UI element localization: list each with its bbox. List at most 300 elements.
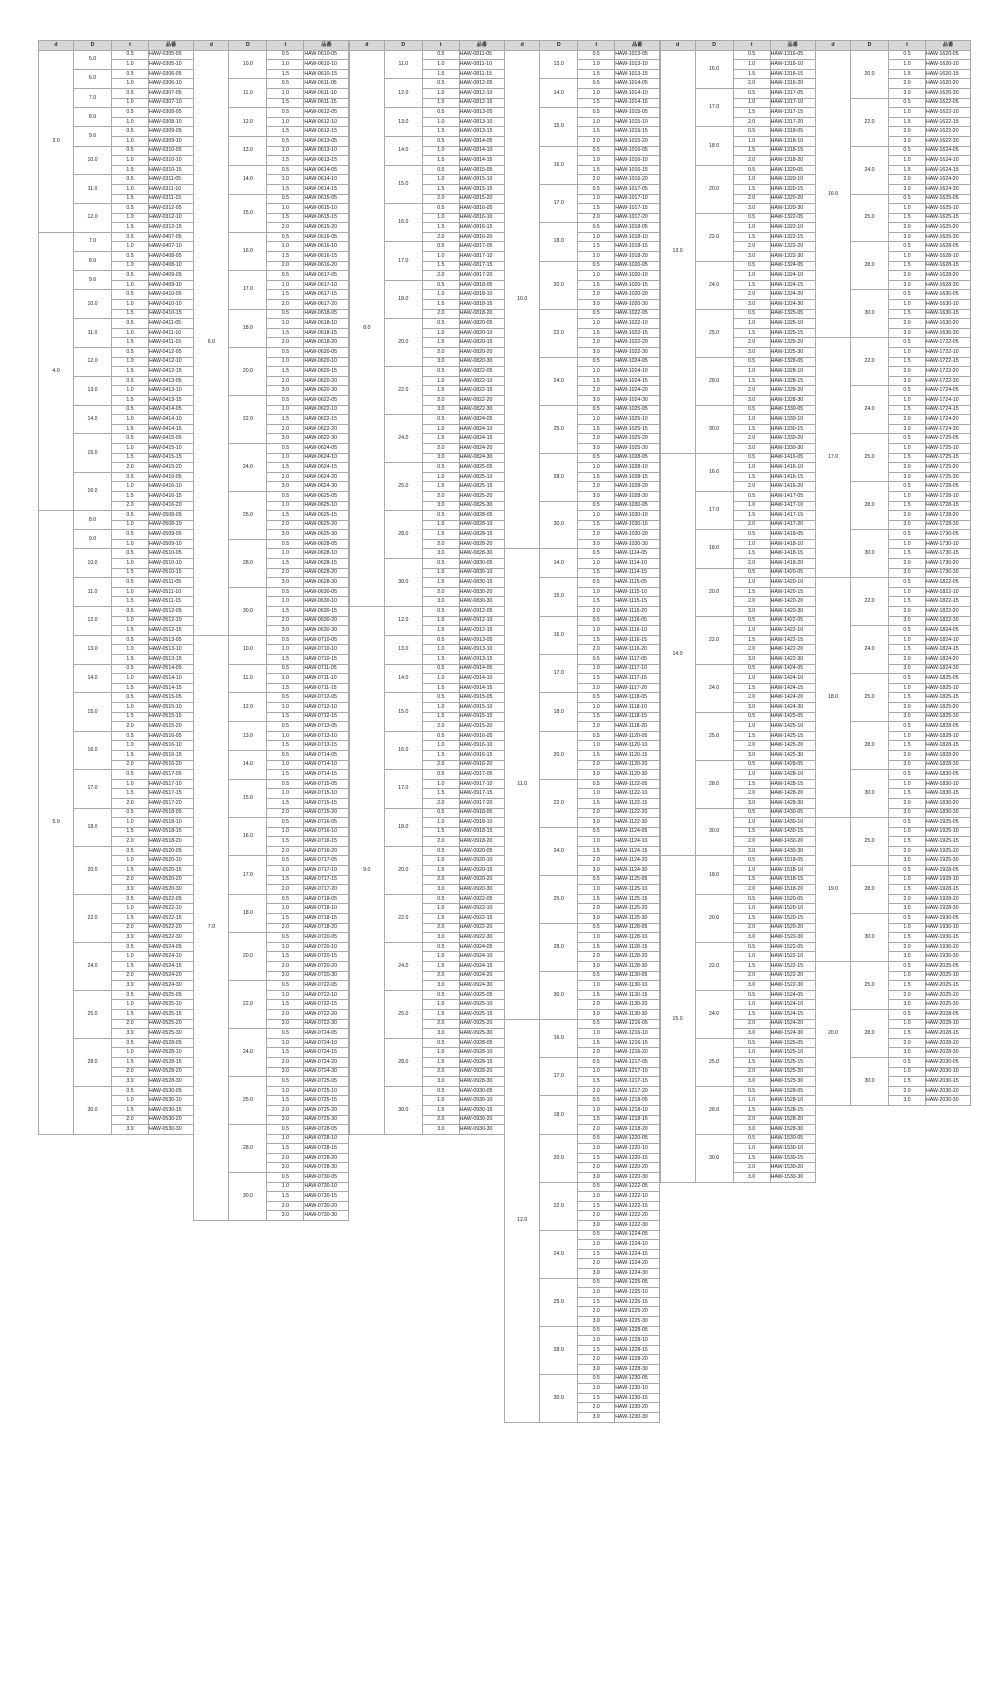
table-row xyxy=(349,607,504,617)
header-row xyxy=(349,41,504,51)
part-number-cell: HAW-1025-10 xyxy=(615,415,660,425)
part-number-cell: HAW-0830-15 xyxy=(459,578,504,588)
part-number-cell: HAW-0311-10 xyxy=(149,184,194,194)
part-number-cell: HAW-0307-05 xyxy=(149,88,194,98)
thickness-cell: 1.0 xyxy=(112,60,149,70)
outer-diameter-cell: 22.0 xyxy=(695,213,733,261)
thickness-cell: 0.5 xyxy=(267,894,304,904)
part-number-cell: HAW-1130-30 xyxy=(615,1009,660,1019)
thickness-cell: 2.0 xyxy=(889,846,926,856)
thickness-cell: 1.0 xyxy=(112,952,149,962)
part-number-cell: HAW-1325-15 xyxy=(770,328,815,338)
thickness-cell: 1.0 xyxy=(578,60,615,70)
thickness-cell: 3.0 xyxy=(889,1048,926,1058)
part-number-cell: HAW-0712-15 xyxy=(304,712,349,722)
thickness-cell: 1.0 xyxy=(578,88,615,98)
outer-diameter-cell: 25.0 xyxy=(695,1038,733,1086)
outer-diameter-cell: 30.0 xyxy=(229,1173,267,1221)
thickness-cell: 1.0 xyxy=(578,367,615,377)
inner-diameter-cell: 13.0 xyxy=(660,50,695,453)
thickness-cell: 3.0 xyxy=(422,405,459,415)
outer-diameter-cell: 20.0 xyxy=(695,894,733,942)
thickness-cell: 0.5 xyxy=(112,607,149,617)
part-number-cell: HAW-1015-10 xyxy=(615,117,660,127)
part-number-cell: HAW-0630-05 xyxy=(304,587,349,597)
thickness-cell: 2.0 xyxy=(112,798,149,808)
thickness-cell: 1.0 xyxy=(112,300,149,310)
outer-diameter-cell: 25.0 xyxy=(851,962,889,1010)
part-number-cell: HAW-1417-05 xyxy=(770,491,815,501)
part-number-cell: HAW-1424-30 xyxy=(770,702,815,712)
part-number-cell: HAW-0625-30 xyxy=(304,530,349,540)
thickness-cell: 2.0 xyxy=(733,1115,770,1125)
thickness-cell: 1.5 xyxy=(112,789,149,799)
inner-diameter-cell: 4.0 xyxy=(39,232,74,510)
thickness-cell: 1.0 xyxy=(112,856,149,866)
thickness-cell: 2.0 xyxy=(578,683,615,693)
thickness-cell: 3.0 xyxy=(422,1125,459,1135)
thickness-cell: 1.5 xyxy=(733,683,770,693)
part-number-cell: HAW-0914-15 xyxy=(459,683,504,693)
thickness-cell: 1.0 xyxy=(112,184,149,194)
thickness-cell: 1.0 xyxy=(578,933,615,943)
part-number-cell: HAW-0307-10 xyxy=(149,98,194,108)
part-number-cell: HAW-0828-05 xyxy=(459,511,504,521)
part-number-cell: HAW-0825-30 xyxy=(459,501,504,511)
part-number-cell: HAW-0924-20 xyxy=(459,971,504,981)
thickness-cell: 0.5 xyxy=(422,280,459,290)
outer-diameter-cell: 28.0 xyxy=(74,1038,112,1086)
thickness-cell: 3.0 xyxy=(733,750,770,760)
part-number-cell: HAW-0613-15 xyxy=(304,156,349,166)
header-row xyxy=(816,41,971,51)
part-number-cell: HAW-0816-15 xyxy=(459,223,504,233)
part-number-cell: HAW-0309-10 xyxy=(149,136,194,146)
thickness-cell: 1.0 xyxy=(733,367,770,377)
thickness-cell: 2.0 xyxy=(733,559,770,569)
part-number-cell: HAW-0724-05 xyxy=(304,1029,349,1039)
outer-diameter-cell: 24.0 xyxy=(695,990,733,1038)
part-number-cell: HAW-1116-15 xyxy=(615,635,660,645)
part-number-cell: HAW-0922-15 xyxy=(459,914,504,924)
part-number-cell: HAW-1428-20 xyxy=(770,789,815,799)
header-part-number: 品番 xyxy=(149,41,194,51)
part-number-cell: HAW-1624-10 xyxy=(926,156,971,166)
thickness-cell: 3.0 xyxy=(112,1125,149,1135)
thickness-cell: 3.0 xyxy=(578,395,615,405)
thickness-cell: 3.0 xyxy=(422,597,459,607)
thickness-cell: 2.0 xyxy=(889,319,926,329)
part-number-cell: HAW-1430-30 xyxy=(770,846,815,856)
part-number-cell: HAW-1620-05 xyxy=(926,50,971,60)
part-number-cell: HAW-0622-10 xyxy=(304,405,349,415)
outer-diameter-cell: 16.0 xyxy=(229,818,267,856)
part-number-cell: HAW-0514-10 xyxy=(149,674,194,684)
thickness-cell: 0.5 xyxy=(578,405,615,415)
outer-diameter-cell: 13.0 xyxy=(384,635,422,664)
thickness-cell: 2.0 xyxy=(578,1355,615,1365)
thickness-cell: 1.5 xyxy=(422,386,459,396)
thickness-cell: 0.5 xyxy=(422,990,459,1000)
thickness-cell: 0.5 xyxy=(889,386,926,396)
thickness-cell: 1.0 xyxy=(422,146,459,156)
thickness-cell: 2.0 xyxy=(267,520,304,530)
part-number-cell: HAW-1118-20 xyxy=(615,722,660,732)
thickness-cell: 1.5 xyxy=(422,223,459,233)
part-number-cell: HAW-1124-05 xyxy=(615,827,660,837)
part-number-cell: HAW-0724-30 xyxy=(304,1067,349,1077)
thickness-cell: 0.5 xyxy=(112,69,149,79)
thickness-cell: 0.5 xyxy=(112,808,149,818)
thickness-cell: 0.5 xyxy=(112,472,149,482)
thickness-cell: 1.0 xyxy=(112,213,149,223)
part-number-cell: HAW-0822-15 xyxy=(459,386,504,396)
part-number-cell: HAW-1013-10 xyxy=(615,60,660,70)
part-number-cell: HAW-1520-10 xyxy=(770,904,815,914)
part-number-cell: HAW-0925-15 xyxy=(459,1009,504,1019)
part-number-cell: HAW-0511-05 xyxy=(149,578,194,588)
part-number-cell: HAW-1218-20 xyxy=(615,1125,660,1135)
thickness-cell: 0.5 xyxy=(112,846,149,856)
part-number-cell: HAW-1530-05 xyxy=(770,1134,815,1144)
part-number-cell: HAW-1620-20 xyxy=(926,79,971,89)
thickness-cell: 1.0 xyxy=(422,856,459,866)
part-number-cell: HAW-0822-20 xyxy=(459,395,504,405)
thickness-cell: 2.0 xyxy=(422,1115,459,1125)
outer-diameter-cell: 22.0 xyxy=(540,309,578,357)
thickness-cell: 0.5 xyxy=(578,184,615,194)
thickness-cell: 0.5 xyxy=(733,1086,770,1096)
thickness-cell: 1.5 xyxy=(422,827,459,837)
part-number-cell: HAW-1725-15 xyxy=(926,453,971,463)
thickness-cell: 0.5 xyxy=(578,875,615,885)
thickness-cell: 3.0 xyxy=(422,453,459,463)
part-number-cell: HAW-0528-15 xyxy=(149,1057,194,1067)
thickness-cell: 0.5 xyxy=(889,50,926,60)
part-number-cell: HAW-1525-15 xyxy=(770,1057,815,1067)
part-number-cell: HAW-0525-30 xyxy=(149,1029,194,1039)
thickness-cell: 0.5 xyxy=(578,108,615,118)
outer-diameter-cell: 25.0 xyxy=(74,990,112,1038)
part-number-cell: HAW-0306-10 xyxy=(149,79,194,89)
part-number-cell: HAW-1013-15 xyxy=(615,69,660,79)
part-number-cell: HAW-0410-05 xyxy=(149,290,194,300)
part-number-cell: HAW-1220-05 xyxy=(615,1134,660,1144)
thickness-cell: 2.0 xyxy=(112,875,149,885)
part-number-cell: HAW-0714-10 xyxy=(304,760,349,770)
part-number-cell: HAW-0722-05 xyxy=(304,981,349,991)
thickness-cell: 1.0 xyxy=(422,213,459,223)
thickness-cell: 1.0 xyxy=(422,520,459,530)
part-number-cell: HAW-0516-20 xyxy=(149,760,194,770)
part-number-cell: HAW-0722-30 xyxy=(304,1019,349,1029)
part-number-cell: HAW-0628-05 xyxy=(304,539,349,549)
thickness-cell: 1.5 xyxy=(578,568,615,578)
part-number-cell: HAW-1224-05 xyxy=(615,1230,660,1240)
outer-diameter-cell: 9.0 xyxy=(74,271,112,290)
thickness-cell: 0.5 xyxy=(889,194,926,204)
part-number-cell: HAW-0824-30 xyxy=(459,453,504,463)
part-number-cell: HAW-1328-20 xyxy=(770,386,815,396)
thickness-cell: 1.5 xyxy=(733,280,770,290)
outer-diameter-cell: 15.0 xyxy=(74,434,112,472)
part-number-cell: HAW-0616-05 xyxy=(304,232,349,242)
thickness-cell: 1.5 xyxy=(267,98,304,108)
thickness-cell: 1.0 xyxy=(889,443,926,453)
part-number-cell: HAW-1928-20 xyxy=(926,894,971,904)
part-number-cell: HAW-0528-30 xyxy=(149,1077,194,1087)
thickness-cell: 0.5 xyxy=(733,165,770,175)
outer-diameter-cell: 14.0 xyxy=(540,549,578,578)
thickness-cell: 1.5 xyxy=(267,607,304,617)
thickness-cell: 1.0 xyxy=(578,319,615,329)
thickness-cell: 1.5 xyxy=(889,789,926,799)
thickness-cell: 1.5 xyxy=(578,846,615,856)
thickness-cell: 2.0 xyxy=(733,482,770,492)
part-number-cell: HAW-1328-30 xyxy=(770,395,815,405)
part-number-cell: HAW-0725-05 xyxy=(304,1077,349,1087)
thickness-cell: 0.5 xyxy=(733,261,770,271)
thickness-cell: 0.5 xyxy=(267,136,304,146)
thickness-cell: 1.0 xyxy=(578,837,615,847)
thickness-cell: 0.5 xyxy=(733,808,770,818)
thickness-cell: 1.5 xyxy=(422,683,459,693)
thickness-cell: 1.0 xyxy=(889,108,926,118)
part-number-cell: HAW-0916-15 xyxy=(459,750,504,760)
thickness-cell: 3.0 xyxy=(889,280,926,290)
header-inner-diameter: d xyxy=(816,41,851,51)
thickness-cell: 1.0 xyxy=(267,175,304,185)
part-number-cell: HAW-0624-15 xyxy=(304,463,349,473)
part-number-cell: HAW-0306-05 xyxy=(149,69,194,79)
thickness-cell: 0.5 xyxy=(578,1326,615,1336)
thickness-cell: 1.5 xyxy=(733,184,770,194)
part-number-cell: HAW-0728-10 xyxy=(304,1134,349,1144)
part-number-cell: HAW-1017-20 xyxy=(615,213,660,223)
outer-diameter-cell: 25.0 xyxy=(851,818,889,866)
part-number-cell: HAW-0624-30 xyxy=(304,482,349,492)
thickness-cell: 2.0 xyxy=(267,338,304,348)
thickness-cell: 2.0 xyxy=(889,511,926,521)
thickness-cell: 0.5 xyxy=(267,1125,304,1135)
thickness-cell: 3.0 xyxy=(889,1000,926,1010)
thickness-cell: 3.0 xyxy=(889,472,926,482)
outer-diameter-cell: 13.0 xyxy=(540,50,578,79)
thickness-cell: 0.5 xyxy=(578,1057,615,1067)
thickness-cell: 0.5 xyxy=(733,942,770,952)
thickness-cell: 1.5 xyxy=(578,1345,615,1355)
part-number-cell: HAW-1730-10 xyxy=(926,539,971,549)
thickness-cell: 2.0 xyxy=(889,942,926,952)
thickness-cell: 1.5 xyxy=(112,338,149,348)
thickness-cell: 2.0 xyxy=(422,194,459,204)
thickness-cell: 1.5 xyxy=(889,213,926,223)
table-row xyxy=(505,50,660,60)
part-number-cell: HAW-0714-15 xyxy=(304,770,349,780)
outer-diameter-cell: 30.0 xyxy=(851,290,889,338)
thickness-cell: 0.5 xyxy=(578,549,615,559)
part-number-cell: HAW-1220-10 xyxy=(615,1144,660,1154)
outer-diameter-cell: 15.0 xyxy=(540,578,578,616)
part-number-cell: HAW-1525-20 xyxy=(770,1067,815,1077)
thickness-cell: 1.0 xyxy=(733,770,770,780)
thickness-cell: 1.5 xyxy=(578,520,615,530)
outer-diameter-cell: 30.0 xyxy=(540,1374,578,1422)
outer-diameter-cell: 12.0 xyxy=(74,607,112,636)
part-number-cell: HAW-1722-20 xyxy=(926,367,971,377)
header-part-number: 品番 xyxy=(304,41,349,51)
part-number-cell: HAW-0917-10 xyxy=(459,779,504,789)
part-number-cell: HAW-1625-30 xyxy=(926,232,971,242)
thickness-cell: 1.5 xyxy=(267,252,304,262)
thickness-cell: 3.0 xyxy=(578,770,615,780)
part-number-cell: HAW-0524-10 xyxy=(149,952,194,962)
thickness-cell: 1.0 xyxy=(578,415,615,425)
part-number-cell: HAW-1930-15 xyxy=(926,933,971,943)
outer-diameter-cell: 28.0 xyxy=(695,1086,733,1134)
thickness-cell: 1.5 xyxy=(112,597,149,607)
part-number-cell: HAW-1528-10 xyxy=(770,1096,815,1106)
part-number-cell: HAW-0930-15 xyxy=(459,1105,504,1115)
part-number-cell: HAW-1425-10 xyxy=(770,722,815,732)
outer-diameter-cell: 24.0 xyxy=(540,357,578,405)
thickness-cell: 1.5 xyxy=(422,626,459,636)
part-number-cell: HAW-1030-05 xyxy=(615,501,660,511)
part-number-cell: HAW-1022-20 xyxy=(615,338,660,348)
thickness-cell: 1.0 xyxy=(112,1048,149,1058)
part-number-cell: HAW-1014-10 xyxy=(615,88,660,98)
part-number-cell: HAW-0928-30 xyxy=(459,1077,504,1087)
part-number-cell: HAW-0711-10 xyxy=(304,674,349,684)
part-number-cell: HAW-1418-05 xyxy=(770,530,815,540)
outer-diameter-cell: 30.0 xyxy=(229,587,267,635)
part-number-cell: HAW-1125-30 xyxy=(615,914,660,924)
outer-diameter-cell: 17.0 xyxy=(229,271,267,309)
part-number-cell: HAW-1528-30 xyxy=(770,1125,815,1135)
thickness-cell: 1.0 xyxy=(578,1336,615,1346)
thickness-cell: 0.5 xyxy=(112,942,149,952)
thickness-cell: 2.0 xyxy=(267,1201,304,1211)
outer-diameter-cell: 13.0 xyxy=(384,108,422,137)
part-number-cell: HAW-1016-20 xyxy=(615,175,660,185)
part-number-cell: HAW-0630-20 xyxy=(304,616,349,626)
part-number-cell: HAW-0410-10 xyxy=(149,300,194,310)
outer-diameter-cell: 8.0 xyxy=(74,252,112,271)
part-number-cell: HAW-1730-05 xyxy=(926,530,971,540)
part-number-cell: HAW-1117-05 xyxy=(615,655,660,665)
thickness-cell: 0.5 xyxy=(267,981,304,991)
thickness-cell: 1.0 xyxy=(578,1288,615,1298)
thickness-cell: 1.5 xyxy=(422,127,459,137)
part-number-cell: HAW-1525-05 xyxy=(770,1038,815,1048)
thickness-cell: 0.5 xyxy=(422,50,459,60)
thickness-cell: 1.0 xyxy=(733,60,770,70)
part-number-cell: HAW-0624-05 xyxy=(304,443,349,453)
thickness-cell: 0.5 xyxy=(578,1278,615,1288)
thickness-cell: 0.5 xyxy=(422,319,459,329)
thickness-cell: 1.5 xyxy=(733,424,770,434)
part-number-cell: HAW-0918-05 xyxy=(459,808,504,818)
thickness-cell: 2.0 xyxy=(267,1009,304,1019)
outer-diameter-cell: 18.0 xyxy=(384,808,422,846)
thickness-cell: 0.5 xyxy=(112,252,149,262)
part-number-cell: HAW-1025-15 xyxy=(615,424,660,434)
part-number-cell: HAW-1030-20 xyxy=(615,530,660,540)
part-number-cell: HAW-0725-15 xyxy=(304,1096,349,1106)
part-number-cell: HAW-0415-05 xyxy=(149,434,194,444)
thickness-cell: 0.5 xyxy=(733,760,770,770)
part-number-cell: HAW-0312-10 xyxy=(149,213,194,223)
part-number-cell: HAW-0517-05 xyxy=(149,770,194,780)
part-number-cell: HAW-1728-10 xyxy=(926,491,971,501)
part-number-cell: HAW-0724-20 xyxy=(304,1057,349,1067)
thickness-cell: 2.0 xyxy=(578,722,615,732)
header-outer-diameter: D xyxy=(851,41,889,51)
part-number-cell: HAW-0518-05 xyxy=(149,808,194,818)
thickness-cell: 0.5 xyxy=(733,712,770,722)
thickness-cell: 3.0 xyxy=(733,846,770,856)
part-number-cell: HAW-1318-15 xyxy=(770,146,815,156)
part-number-cell: HAW-1724-30 xyxy=(926,424,971,434)
thickness-cell: 0.5 xyxy=(267,232,304,242)
thickness-cell: 1.0 xyxy=(578,741,615,751)
thickness-cell: 3.0 xyxy=(733,933,770,943)
thickness-cell: 3.0 xyxy=(733,655,770,665)
part-number-cell: HAW-1628-10 xyxy=(926,252,971,262)
thickness-cell: 0.5 xyxy=(889,770,926,780)
outer-diameter-cell: 17.0 xyxy=(384,770,422,808)
thickness-cell: 1.0 xyxy=(112,328,149,338)
thickness-cell: 1.5 xyxy=(112,309,149,319)
part-number-cell: HAW-0622-30 xyxy=(304,434,349,444)
thickness-cell: 2.0 xyxy=(889,223,926,233)
part-number-cell: HAW-0830-10 xyxy=(459,568,504,578)
part-number-cell: HAW-0530-15 xyxy=(149,1105,194,1115)
thickness-cell: 1.5 xyxy=(267,741,304,751)
part-number-cell: HAW-1422-10 xyxy=(770,626,815,636)
part-number-cell: HAW-0530-10 xyxy=(149,1096,194,1106)
part-number-cell: HAW-1928-10 xyxy=(926,875,971,885)
thickness-cell: 1.0 xyxy=(112,1096,149,1106)
thickness-cell: 2.0 xyxy=(422,875,459,885)
part-number-cell: HAW-1013-05 xyxy=(615,50,660,60)
thickness-cell: 1.5 xyxy=(889,501,926,511)
thickness-cell: 3.0 xyxy=(578,443,615,453)
thickness-cell: 1.5 xyxy=(112,1105,149,1115)
part-number-cell: HAW-0730-15 xyxy=(304,1192,349,1202)
thickness-cell: 2.0 xyxy=(889,559,926,569)
thickness-cell: 0.5 xyxy=(733,50,770,60)
part-number-cell: HAW-1624-20 xyxy=(926,175,971,185)
thickness-cell: 2.0 xyxy=(733,1067,770,1077)
thickness-cell: 2.0 xyxy=(578,856,615,866)
thickness-cell: 1.0 xyxy=(733,952,770,962)
header-inner-diameter: d xyxy=(505,41,540,51)
thickness-cell: 0.5 xyxy=(112,530,149,540)
thickness-cell: 2.0 xyxy=(733,693,770,703)
thickness-cell: 1.0 xyxy=(889,252,926,262)
thickness-cell: 1.0 xyxy=(112,242,149,252)
outer-diameter-cell: 22.0 xyxy=(540,1182,578,1230)
thickness-cell: 1.0 xyxy=(889,1019,926,1029)
thickness-cell: 2.0 xyxy=(112,463,149,473)
thickness-cell: 0.5 xyxy=(889,1009,926,1019)
part-number-cell: HAW-1428-05 xyxy=(770,760,815,770)
part-number-cell: HAW-0717-15 xyxy=(304,875,349,885)
thickness-cell: 0.5 xyxy=(733,491,770,501)
part-number-cell: HAW-0622-15 xyxy=(304,415,349,425)
part-number-cell: HAW-1625-20 xyxy=(926,223,971,233)
